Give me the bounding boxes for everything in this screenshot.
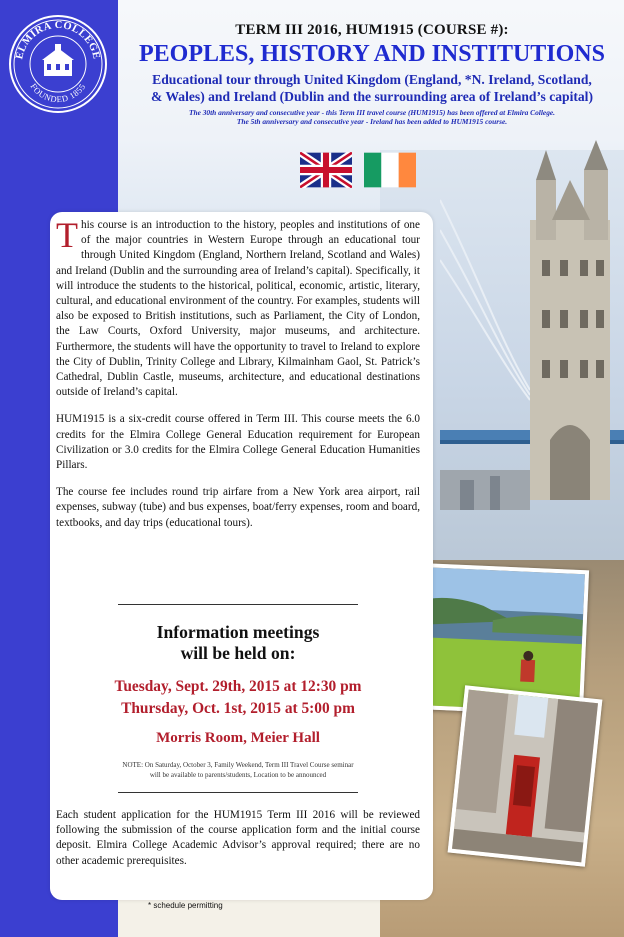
flyer-header [124, 22, 620, 126]
footnote: * schedule permitting [148, 901, 223, 910]
tower-bridge-image [440, 140, 624, 620]
divider-top [118, 604, 358, 605]
svg-text:ELMIRA COLLEGE: ELMIRA COLLEGE [14, 19, 102, 61]
drop-cap: T [56, 215, 78, 255]
family-weekend-note: NOTE: On Saturday, October 3, Family Weekend, Term III Travel Course seminar will be available to parents/students, Location to be announced [122, 761, 354, 779]
ireland-flag-icon [364, 152, 416, 188]
anniversary-note-2: The 5th anniversary and consecutive year - Ireland has been added to HUM1915 course. [236, 117, 508, 126]
meeting-dates [56, 676, 420, 720]
divider-bottom [118, 792, 358, 793]
intro-paragraph: This course is an introduction to the history, peoples and institutions of one of the major countries in Western Europe through an educational tour through United Kingdom (England, Northern Ireland, Scotland and Wales) and Ireland (Dublin and the surrounding area of Ireland’s capital). Specifically, it will introduce the students to the historical, political, economic, artistic, literary, cultural, and educational environment of the country. For examples, students will also be exposed to British institutions, such as Parliament, the City of London, the Law Courts, Oxford University, major museums, and architecture. Furthermore, the students will have the opportunity to travel to Ireland to explore the City of Dublin, Trinity College and Library, Kilmainham Gaol, St. Patrick’s Cathedral, Dublin Castle, museums, architecture, and educational destinations outside of Ireland’s capital. [56, 215, 420, 399]
course-title: PEOPLES, HISTORY AND INSTITUTIONS [139, 41, 605, 67]
term-line: TERM III 2016, HUM1915 (COURSE #): [235, 22, 509, 38]
application-paragraph: Each student application for the HUM1915 Term III 2016 will be reviewed following the submission of the course application form and the initial course deposit. Elmira College Academic Advisor’s approval required; there are no other academic prerequisites. [56, 809, 420, 867]
london-street-photo [448, 685, 603, 867]
credits-paragraph: HUM1915 is a six-credit course offered in Term III. This course meets the 6.0 credits for the Elmira College General Education requirement for European Civilization or 3.0 credits for the Elmira College General Education Humanities Pillars. [56, 413, 420, 472]
subtitle-line-2: & Wales) and Ireland (Dublin and the surrounding area of Ireland’s capital) [150, 89, 593, 104]
svg-text:FOUNDED 1855: FOUNDED 1855 [28, 81, 88, 105]
course-description [56, 215, 420, 543]
meeting-location: Morris Room, Meier Hall [156, 730, 320, 746]
fee-paragraph: The course fee includes round trip airfare from a New York area airport, rail expenses, subway (tube) and bus expenses, boat/ferry expenses, room and board, textbooks, and day trips (educational tours). [56, 486, 420, 529]
uk-flag-icon [300, 152, 352, 188]
elmira-college-seal [8, 14, 108, 114]
meeting-date-1: Tuesday, Sept. 29th, 2015 at 12:30 pm [114, 678, 362, 695]
meeting-date-2: Thursday, Oct. 1st, 2015 at 5:00 pm [121, 700, 355, 717]
meetings-heading: Information meetings will be held on: [156, 622, 320, 663]
subtitle-line-1: Educational tour through United Kingdom (England, *N. Ireland, Scotland, [152, 72, 592, 87]
anniversary-note-1: The 30th anniversary and consecutive year - this Term III travel course (HUM1915) has been offered at Elmira College. [188, 108, 556, 117]
